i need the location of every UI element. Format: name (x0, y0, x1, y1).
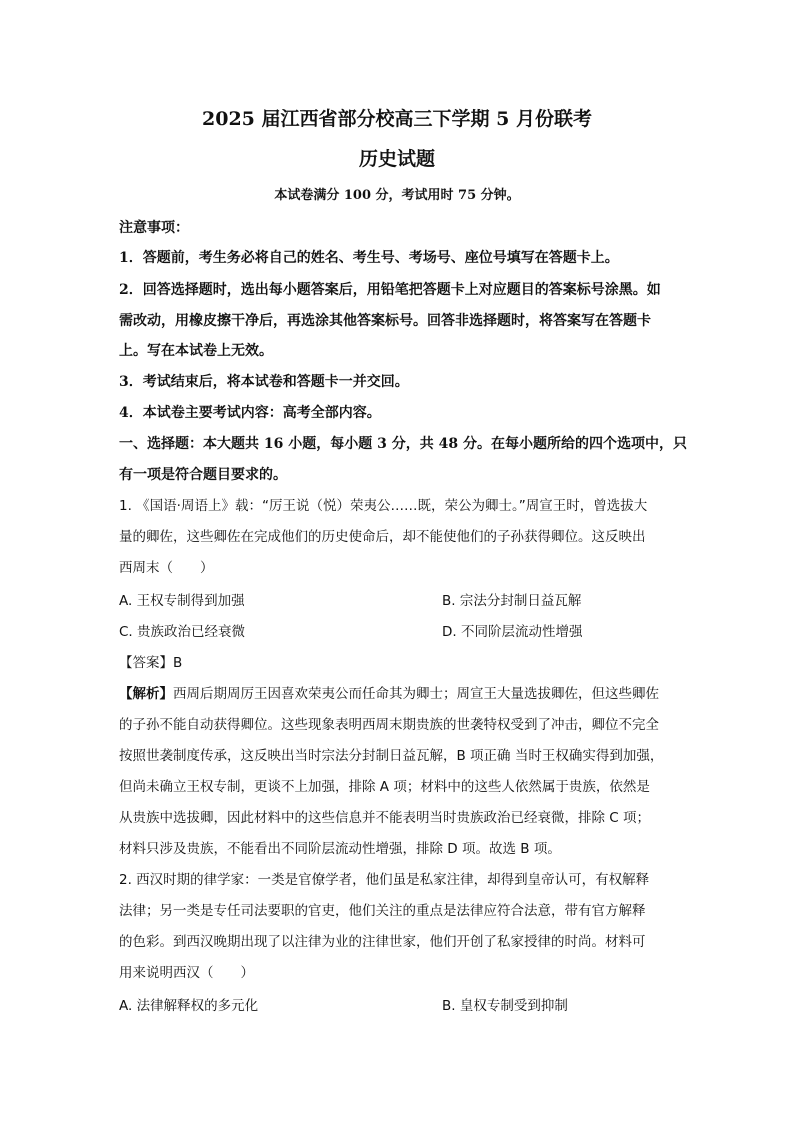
note-item: 3．考试结束后，将本试卷和答题卡一并交回。 (119, 374, 409, 390)
q1-option-c: C. 贵族政治已经衰微 (119, 624, 246, 640)
subject-title: 历史试题 (358, 148, 435, 170)
analysis-text: 西周后期周厉王因喜欢荣夷公而任命其为卿士；周宣王大量选拔卿佐，但这些卿佐 (173, 686, 659, 702)
q1-option-d: D. 不同阶层流动性增强 (442, 624, 583, 640)
q2-stem: 法律；另一类是专任司法要职的官吏，他们关注的重点是法律应符合法意，带有官方解释 (119, 903, 646, 919)
q1-analysis-first-line (119, 684, 659, 704)
q1-option-a: A. 王权专制得到加强 (119, 593, 245, 609)
note-item: 需改动，用橡皮擦干净后，再选涂其他答案标号。回答非选择题时，将答案写在答题卡 (119, 313, 651, 329)
q1-stem: 西周末（ ） (119, 560, 214, 576)
exam-title: 2025 届江西省部分校高三下学期 5 月份联考 (202, 108, 592, 130)
note-item: 上。写在本试卷上无效。 (119, 343, 273, 359)
q1-analysis: 从贵族中选拔卿，因此材料中的这些信息并不能表明当时贵族政治已经衰微，排除 C 项； (119, 810, 651, 826)
analysis-label: 【解析】 (119, 686, 173, 702)
note-item: 4．本试卷主要考试内容：高考全部内容。 (119, 405, 381, 421)
q1-stem: 量的卿佐，这些卿佐在完成他们的历史使命后，却不能使他们的子孙获得卿位。这反映出 (119, 529, 646, 545)
q2-option-b: B. 皇权专制受到抑制 (442, 998, 568, 1014)
q1-analysis: 但尚未确立王权专制，更谈不上加强，排除 A 项；材料中的这些人依然属于贵族，依然是 (119, 779, 650, 795)
section-intro: 一、选择题：本大题共 16 小题，每小题 3 分，共 48 分。在每小题所给的四个选项中，只 (119, 436, 687, 452)
notes-heading: 注意事项： (119, 220, 189, 236)
q2-stem: 的色彩。到西汉晚期出现了以注律为业的注律世家，他们开创了私家授律的时尚。材料可 (119, 934, 646, 950)
exam-info: 本试卷满分 100 分，考试用时 75 分钟。 (274, 188, 520, 203)
q2-stem: 用来说明西汉（ ） (119, 965, 254, 981)
q1-analysis: 按照世袭制度传承，这反映出当时宗法分封制日益瓦解，B 项正确 当时王权确实得到加强， (119, 748, 664, 764)
q2-stem: 2. 西汉时期的律学家：一类是官僚学者，他们虽是私家注律，却得到皇帝认可，有权解释 (119, 872, 650, 888)
q1-answer: 【答案】B (119, 655, 183, 671)
q2-option-a: A. 法律解释权的多元化 (119, 998, 259, 1014)
note-item: 2．回答选择题时，选出每小题答案后，用铅笔把答题卡上对应题目的答案标号涂黑。如 (119, 282, 661, 298)
q1-analysis: 的子孙不能自动获得卿位。这些现象表明西周末期贵族的世袭特权受到了冲击，卿位不完全 (119, 717, 659, 733)
note-item: 1．答题前，考生务必将自己的姓名、考生号、考场号、座位号填写在答题卡上。 (119, 250, 619, 266)
q1-analysis: 材料只涉及贵族，不能看出不同阶层流动性增强，排除 D 项。故选 B 项。 (119, 841, 561, 857)
section-intro: 有一项是符合题目要求的。 (119, 467, 287, 483)
q1-stem: 1. 《国语·周语上》载：“厉王说（悦）荣夷公……既，荣公为卿士。”周宣王时，曾选拔大 (119, 498, 648, 514)
q1-option-b: B. 宗法分封制日益瓦解 (442, 593, 582, 609)
